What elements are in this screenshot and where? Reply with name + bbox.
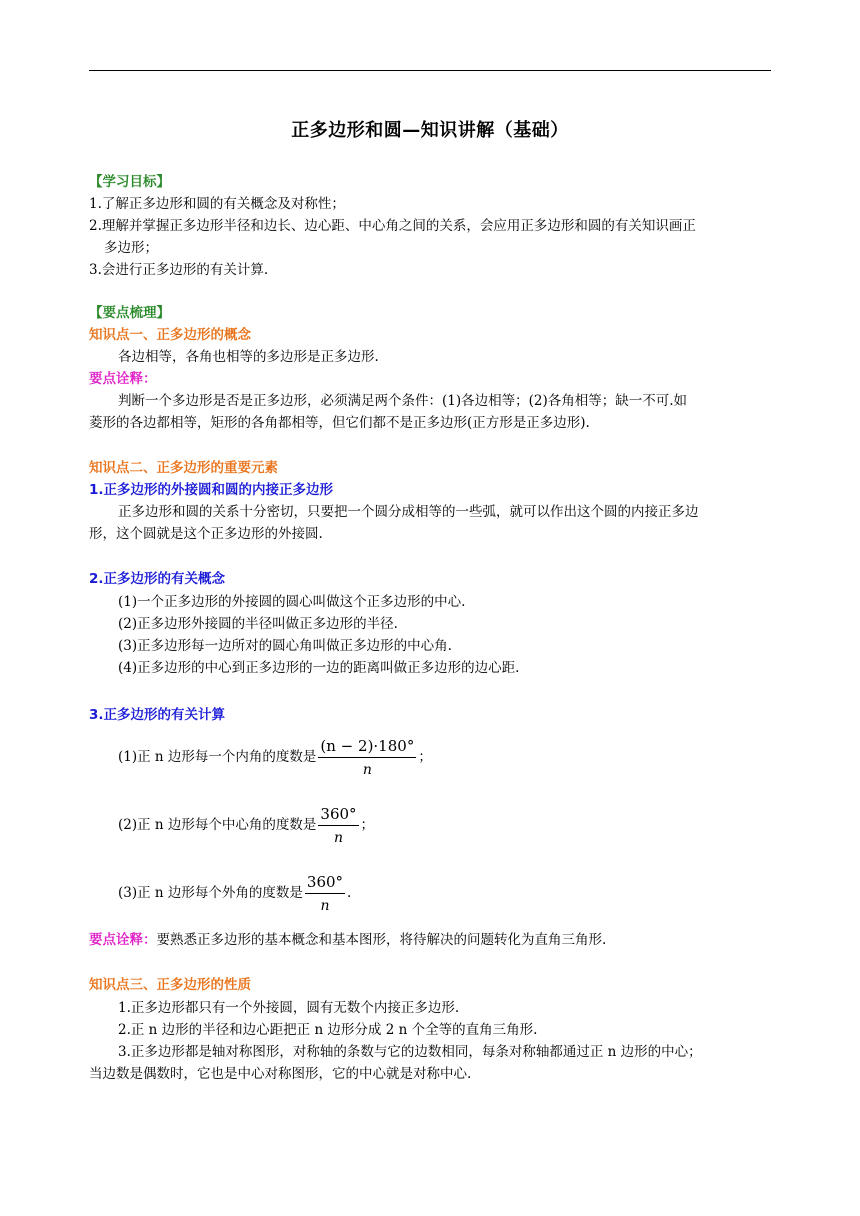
goal-item: 1.了解正多边形和圆的有关概念及对称性； <box>89 196 345 212</box>
kp2-note-text: 要熟悉正多边形的基本概念和基本图形，将待解决的问题转化为直角三角形. <box>156 932 607 948</box>
formula-central-angle <box>118 805 374 846</box>
fraction <box>318 805 358 846</box>
kp1-note-line: 判断一个多边形是否是正多边形，必须满足两个条件：(1)各边相等；(2)各角相等；缺一不可.如 <box>118 393 688 409</box>
formula-interior-angle <box>118 737 432 778</box>
goal-item: 3.会进行正多边形的有关计算. <box>89 262 269 278</box>
goals-heading: 【学习目标】 <box>89 174 170 190</box>
kp2-note <box>89 929 779 951</box>
formula-text: (1)正 n 边形每一个内角的度数是 <box>118 749 317 765</box>
kp1-note-line: 菱形的各边都相等，矩形的各角都相等，但它们都不是正多边形(正方形是正多边形). <box>89 415 590 431</box>
kp2-sub2-item: (4)正多边形的中心到正多边形的一边的距离叫做正多边形的边心距. <box>118 660 520 676</box>
formula-end: ； <box>418 749 432 765</box>
kp2-sub1-line: 正多边形和圆的关系十分密切，只要把一个圆分成相等的一些弧，就可以作出这个圆的内接正多边 <box>118 504 699 520</box>
fraction-numerator: (n − 2)·180° <box>318 737 416 758</box>
kp2-sub2-item: (2)正多边形外接圆的半径叫做正多边形的半径. <box>118 616 398 632</box>
kp2-sub1-heading: 1.正多边形的外接圆和圆的内接正多边形 <box>89 482 334 498</box>
kp1-heading: 知识点一、正多边形的概念 <box>89 327 251 343</box>
kp3-line: 当边数是偶数时，它也是中心对称图形，它的中心就是对称中心. <box>89 1066 472 1082</box>
kp1-note-label: 要点诠释： <box>89 371 157 387</box>
kp2-sub2-item: (3)正多边形每一边所对的圆心角叫做正多边形的中心角. <box>118 638 452 654</box>
fraction-denominator: n <box>333 830 343 846</box>
kp2-sub1-line: 形，这个圆就是这个正多边形的外接圆. <box>89 526 323 542</box>
goal-item: 多边形； <box>104 240 158 256</box>
summary-heading: 【要点梳理】 <box>89 305 170 321</box>
kp2-sub3-heading: 3.正多边形的有关计算 <box>89 707 226 723</box>
formula-text: (3)正 n 边形每个外角的度数是 <box>118 885 303 901</box>
fraction <box>305 873 345 914</box>
fraction-denominator: n <box>320 898 330 914</box>
page-title: 正多边形和圆—知识讲解（基础） <box>291 120 569 141</box>
fraction-numerator: 360° <box>305 873 345 894</box>
formula-end: ； <box>360 817 375 833</box>
kp3-line: 3.正多边形都是轴对称图形，对称轴的条数与它的边数相同，每条对称轴都通过正 n 边形的中心； <box>118 1044 702 1060</box>
kp1-text: 各边相等，各角也相等的多边形是正多边形. <box>118 349 379 365</box>
kp3-line: 1.正多边形都只有一个外接圆，圆有无数个内接正多边形. <box>118 1000 460 1016</box>
fraction <box>318 737 416 778</box>
formula-exterior-angle <box>118 873 351 914</box>
kp3-heading: 知识点三、正多边形的性质 <box>89 977 251 993</box>
fraction-numerator: 360° <box>318 805 358 826</box>
kp2-sub2-item: (1)一个正多边形的外接圆的圆心叫做这个正多边形的中心. <box>118 594 466 610</box>
kp2-sub2-heading: 2.正多边形的有关概念 <box>89 571 226 587</box>
fraction-denominator: n <box>362 762 372 778</box>
kp3-line: 2.正 n 边形的半径和边心距把正 n 边形分成 2 n 个全等的直角三角形. <box>118 1022 538 1038</box>
kp2-heading: 知识点二、正多边形的重要元素 <box>89 460 278 476</box>
header-rule <box>89 70 771 71</box>
kp2-note-label: 要点诠释： <box>89 932 157 948</box>
goal-item: 2.理解并掌握正多边形半径和边长、边心距、中心角之间的关系，会应用正多边形和圆的有关知识画正 <box>89 218 696 234</box>
formula-end: . <box>347 885 352 901</box>
formula-text: (2)正 n 边形每个中心角的度数是 <box>118 817 317 833</box>
